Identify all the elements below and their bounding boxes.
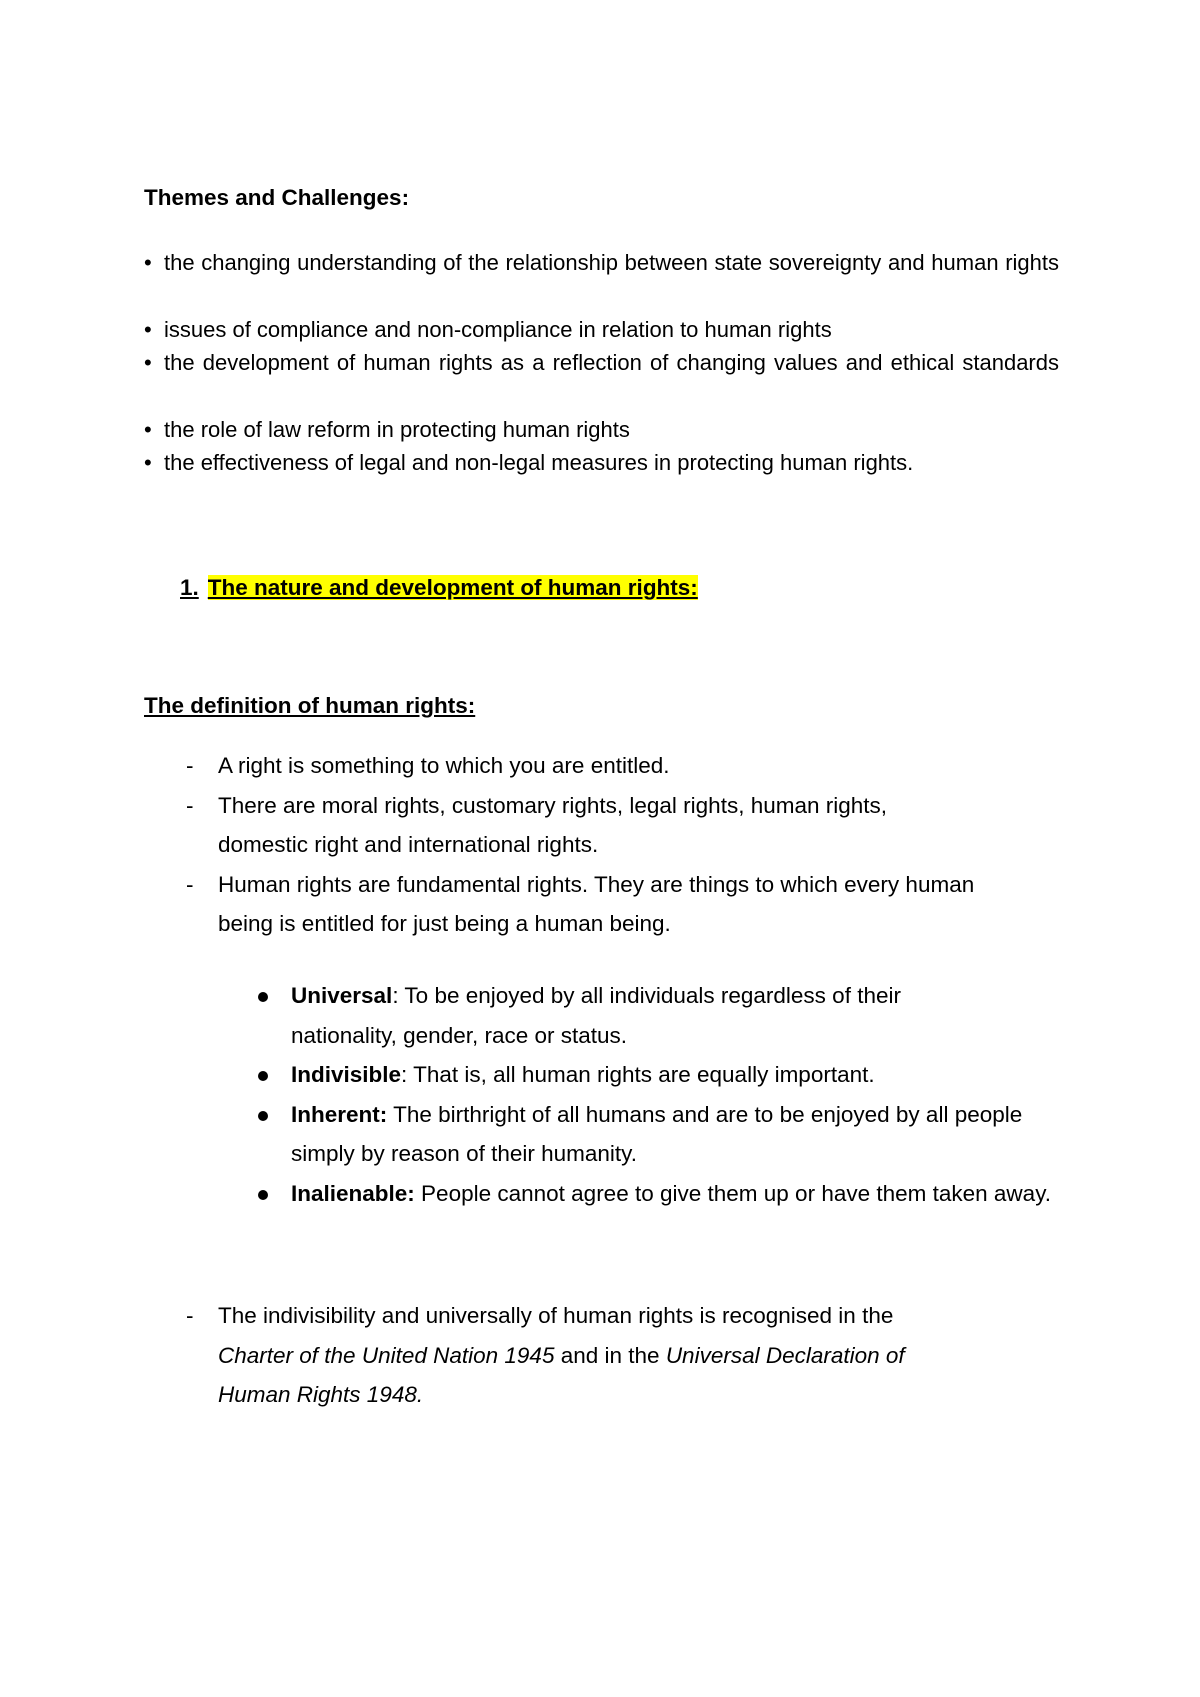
- list-item: [254, 976, 1074, 1055]
- list-item-text: the development of human rights as a reflection of changing values and ethical standards: [164, 350, 1059, 376]
- list-item: [254, 1095, 1074, 1174]
- list-item: [144, 786, 1044, 865]
- section-number: 1.: [180, 575, 199, 600]
- bullet-icon: •: [144, 316, 152, 342]
- list-item-text: A right is something to which you are entitled.: [218, 753, 670, 778]
- recognition-text-1: The indivisibility and universally of human rights is recognised in the: [218, 1303, 894, 1328]
- property-text: That is, all human rights are equally important.: [407, 1062, 875, 1087]
- list-item: [144, 413, 1059, 446]
- property-term: Universal: [291, 983, 393, 1008]
- list-item: [254, 1174, 1074, 1214]
- list-item-text: the role of law reform in protecting human rights: [164, 416, 630, 442]
- bullet-icon: •: [144, 416, 152, 442]
- section-heading: [180, 574, 698, 602]
- definition-points: [144, 746, 1044, 944]
- list-item: [144, 1296, 1044, 1415]
- list-item: [144, 346, 1059, 379]
- definition-heading: The definition of human rights:: [144, 693, 476, 718]
- bullet-icon: [258, 1111, 268, 1121]
- list-item: [144, 246, 1059, 279]
- section-title-highlighted: The nature and development of human rights:: [207, 575, 698, 600]
- properties-list: [254, 976, 1074, 1213]
- declaration-citation: Universal Declaration of Human Rights 1948: [218, 1342, 905, 1407]
- list-item-text: the effectiveness of legal and non-legal measures in protecting human rights.: [164, 450, 914, 476]
- property-term: Inherent:: [291, 1101, 388, 1127]
- property-text: The birthright of all humans and are to be enjoyed by all people simply by reason of their humanity.: [291, 1101, 1023, 1166]
- recognition-text-2: and in the: [554, 1342, 666, 1368]
- recognition-end: .: [416, 1382, 424, 1407]
- bullet-icon: •: [144, 250, 152, 275]
- dash-marker: -: [186, 753, 194, 778]
- list-item-text: issues of compliance and non-compliance in relation to human rights: [164, 316, 832, 342]
- property-text: To be enjoyed by all individuals regardless of their nationality, gender, race or status.: [291, 983, 901, 1048]
- bullet-icon: [258, 1190, 268, 1200]
- dash-marker: -: [186, 871, 194, 897]
- list-item-text: There are moral rights, customary rights, legal rights, human rights, domestic right and international rights.: [218, 792, 888, 857]
- list-item-text: Human rights are fundamental rights. They are things to which every human being is entitled for just being a human being.: [218, 871, 975, 936]
- property-term: Inalienable:: [291, 1180, 415, 1206]
- dash-marker: -: [186, 792, 194, 818]
- charter-citation: Charter of the United Nation 1945: [218, 1342, 555, 1368]
- property-term: Indivisible: [291, 1062, 402, 1087]
- bullet-icon: [258, 1071, 268, 1081]
- property-separator: :: [401, 1062, 408, 1087]
- recognition-point: [144, 1296, 1044, 1415]
- list-item-text: the changing understanding of the relationship between state sovereignty and human rights: [164, 250, 1059, 275]
- bullet-icon: [258, 992, 268, 1002]
- bullet-icon: •: [144, 350, 152, 376]
- list-item: [144, 446, 1059, 479]
- property-separator: :: [392, 983, 399, 1008]
- themes-list: [144, 246, 1059, 480]
- list-item: [144, 746, 1044, 786]
- list-item: [144, 865, 1044, 944]
- list-item: [254, 1055, 1074, 1095]
- bullet-icon: •: [144, 450, 152, 476]
- property-text: People cannot agree to give them up or have them taken away.: [414, 1180, 1052, 1206]
- themes-heading: Themes and Challenges:: [144, 185, 410, 210]
- dash-marker: -: [186, 1303, 194, 1328]
- list-item: [144, 313, 1059, 346]
